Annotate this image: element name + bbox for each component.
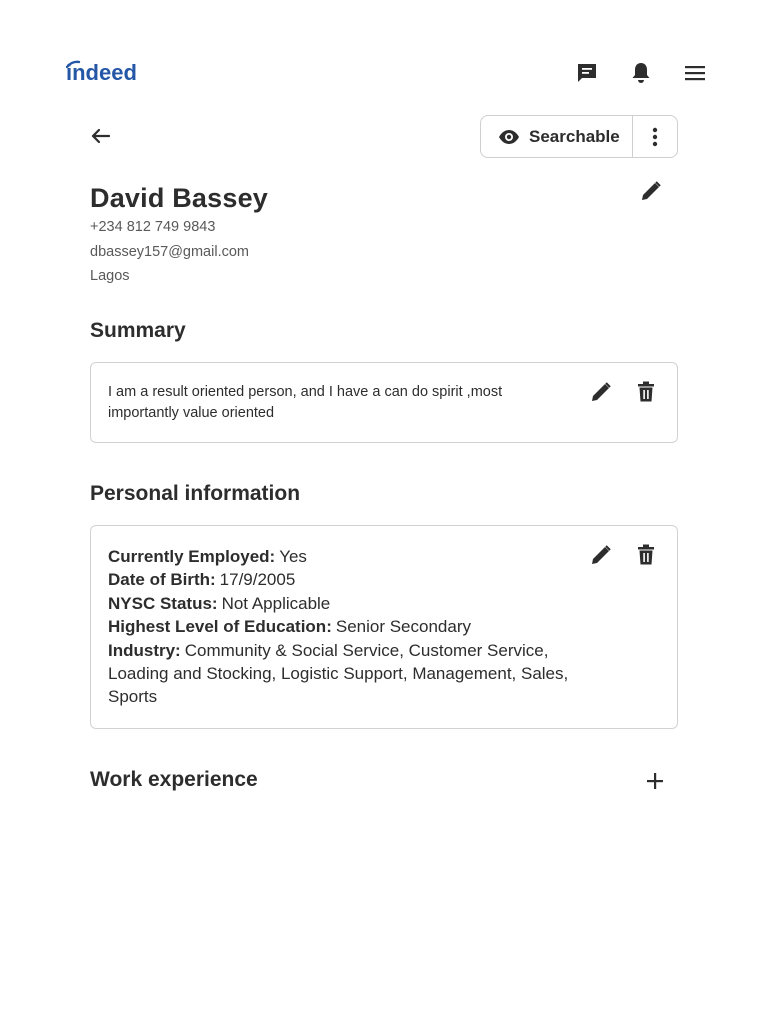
summary-text: I am a result oriented person, and I have a can do spirit ,most importantly value oriented bbox=[108, 384, 503, 421]
field-date-of-birth: Date of Birth: 17/9/2005 bbox=[108, 570, 296, 590]
menu-icon[interactable] bbox=[681, 59, 709, 87]
field-currently-employed: Currently Employed: Yes bbox=[108, 547, 307, 566]
eye-icon bbox=[498, 129, 520, 145]
profile-email: dbassey157@gmail.com bbox=[90, 244, 249, 260]
summary-title: Summary bbox=[90, 319, 186, 342]
more-options-button[interactable] bbox=[633, 116, 677, 157]
edit-profile-button[interactable] bbox=[637, 177, 665, 205]
indeed-logo[interactable] bbox=[66, 58, 146, 88]
profile-name: David Bassey bbox=[90, 183, 269, 213]
profile-location: Lagos bbox=[90, 268, 130, 284]
arrow-left-icon bbox=[89, 127, 111, 145]
field-nysc-status: NYSC Status: Not Applicable bbox=[108, 593, 331, 613]
personal-info-fields bbox=[108, 545, 578, 709]
summary-card bbox=[90, 362, 678, 443]
searchable-label: Searchable bbox=[529, 126, 620, 146]
edit-personal-info-button[interactable] bbox=[588, 542, 614, 568]
delete-summary-button[interactable] bbox=[633, 379, 659, 405]
profile-phone: +234 812 749 9843 bbox=[90, 219, 216, 235]
notifications-icon[interactable] bbox=[627, 59, 655, 87]
work-experience-title: Work experience bbox=[90, 768, 258, 791]
trash-icon bbox=[637, 544, 655, 566]
pencil-icon bbox=[640, 180, 662, 202]
logo-text: indeed bbox=[66, 60, 137, 85]
searchable-button[interactable] bbox=[481, 116, 633, 157]
personal-info-card bbox=[90, 525, 678, 729]
pencil-icon bbox=[590, 381, 612, 403]
messages-icon[interactable] bbox=[573, 59, 601, 87]
add-work-experience-button[interactable] bbox=[641, 767, 669, 795]
trash-icon bbox=[637, 381, 655, 403]
field-industry: Industry: Community & Social Service, Customer Service, Loading and Stocking, Logistic Support, Management, Sales, Sports bbox=[108, 640, 569, 707]
visibility-control bbox=[480, 115, 678, 158]
delete-personal-info-button[interactable] bbox=[633, 542, 659, 568]
back-button[interactable] bbox=[86, 122, 114, 150]
personal-info-title: Personal information bbox=[90, 482, 301, 505]
plus-icon bbox=[645, 771, 665, 791]
more-vertical-icon bbox=[652, 127, 658, 147]
pencil-icon bbox=[590, 544, 612, 566]
field-education: Highest Level of Education: Senior Secondary bbox=[108, 617, 471, 637]
edit-summary-button[interactable] bbox=[588, 379, 614, 405]
